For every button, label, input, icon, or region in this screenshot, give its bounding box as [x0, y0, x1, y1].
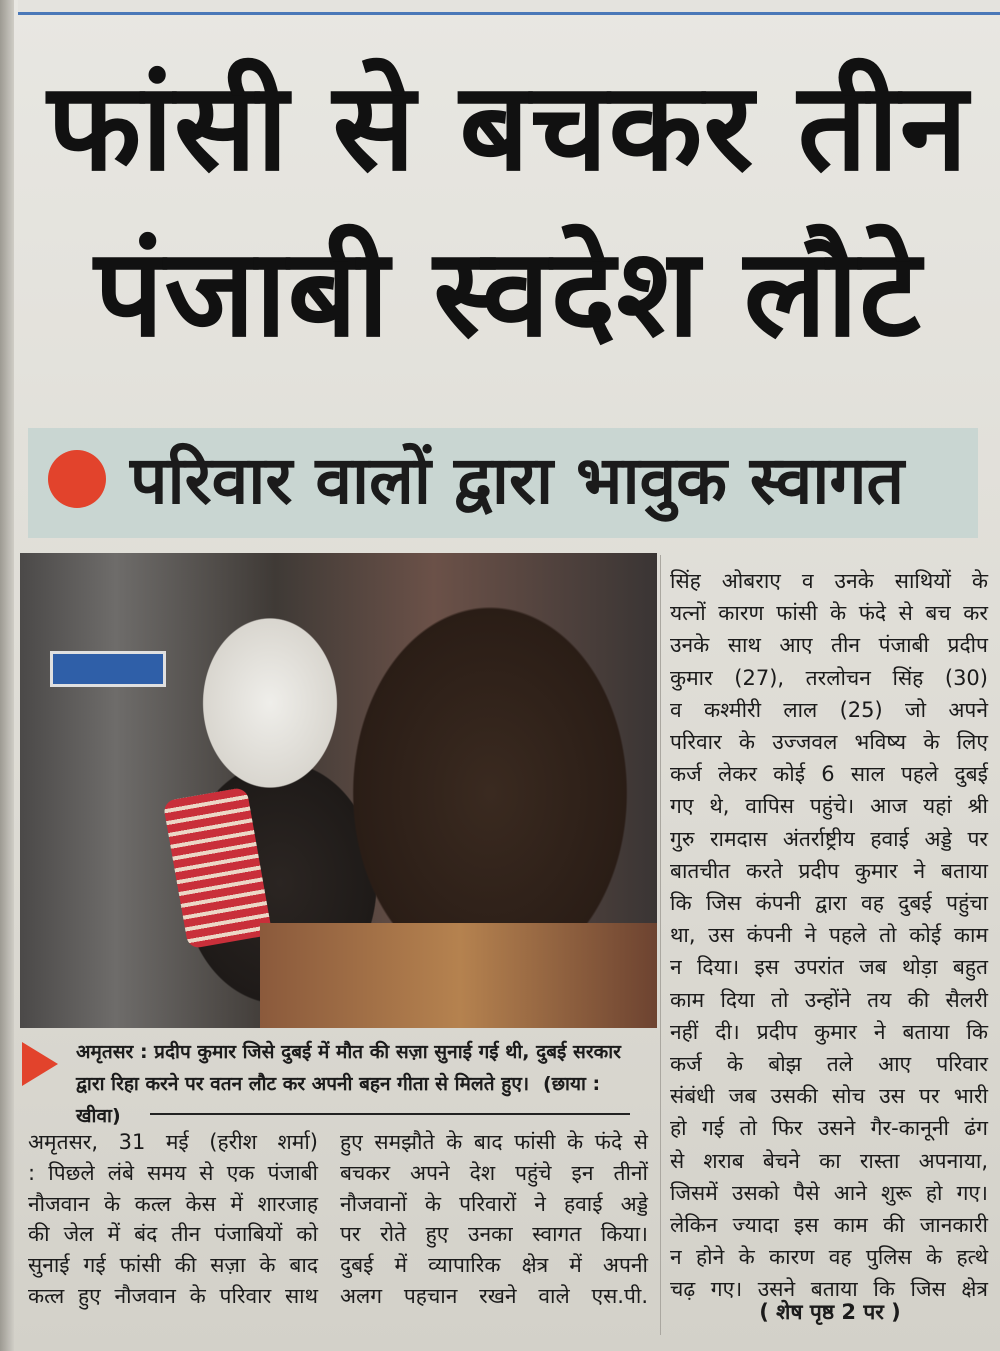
article-column-3	[670, 565, 988, 1306]
column-line: था, उस कंपनी ने पहले तो कोई काम	[670, 923, 988, 948]
column-line: परिवार के उज्जवल भविष्य के लिए	[670, 730, 988, 755]
column-line: गए थे, वापिस पहुंचे। आज यहां श्री	[670, 794, 988, 819]
column-line: : पिछले लंबे समय से एक पंजाबी	[28, 1160, 318, 1185]
column-line: उनके साथ आए तीन पंजाबी प्रदीप	[670, 633, 988, 658]
headline-line-2: पंजाबी स्वदेश लौटे	[94, 222, 922, 364]
page-edge	[0, 0, 14, 1351]
caption-rule	[150, 1113, 630, 1115]
photo-bangles	[163, 787, 273, 949]
photo-credit: (छाया : खीवा)	[76, 1073, 601, 1127]
column-line: जिसमें उसको पैसे आने शुरू हो गए।	[670, 1180, 988, 1205]
column-line: अमृतसर, 31 मई (हरीश शर्मा)	[28, 1130, 318, 1154]
continued-on-page-2: ( शेष पृष्ठ 2 पर )	[759, 1300, 901, 1324]
photo-sari	[260, 923, 657, 1028]
news-photo	[20, 553, 657, 1028]
column-line: हुए समझौते के बाद फांसी के फंदे से	[340, 1130, 648, 1154]
caption-arrow-icon	[22, 1042, 58, 1086]
column-line: बचकर अपने देश पहुंचे इन तीनों	[340, 1160, 648, 1185]
column-line: संबंधी जब उसकी सोच उस पर भारी	[670, 1084, 988, 1109]
column-line: लेकिन ज्यादा इस काम की जानकारी	[670, 1213, 988, 1238]
column-line: कर्ज लेकर कोई 6 साल पहले दुबई	[670, 762, 988, 787]
subheadline: परिवार वालों द्वारा भावुक स्वागत	[130, 442, 905, 519]
column-line: नौजवानों के परिवारों ने हवाई अड्डे	[340, 1191, 648, 1216]
column-line: से शराब बेचने का रास्ता अपनाया,	[670, 1148, 988, 1173]
column-line: नौजवान के कत्ल केस में शारजाह	[28, 1191, 318, 1216]
column-line: कुमार (27), तरलोचन सिंह (30)	[670, 665, 988, 690]
article-column-2	[340, 1127, 648, 1312]
column-line: पर रोते हुए उनका स्वागत किया।	[340, 1222, 648, 1247]
column-line: बातचीत करते प्रदीप कुमार ने बताया	[670, 858, 988, 883]
column-line: अलग पहचान रखने वाले एस.पी.	[340, 1283, 648, 1308]
photo-caption	[76, 1036, 646, 1132]
column-line: कत्ल हुए नौजवान के परिवार साथ	[28, 1283, 318, 1308]
column-line: की जेल में बंद तीन पंजाबियों को	[28, 1222, 318, 1247]
column-line: व कश्मीरी लाल (25) जो अपने	[670, 697, 988, 722]
column-line: सिंह ओबराए व उनके साथियों के	[670, 569, 988, 593]
column-line: न दिया। इस उपरांत जब थोड़ा बहुत	[670, 955, 988, 980]
column-line: चढ़ गए। उसने बताया कि जिस क्षेत्र	[670, 1277, 988, 1302]
column-line: गुरु रामदास अंतर्राष्ट्रीय हवाई अड्डे पर	[670, 826, 988, 851]
column-line: कर्ज के बोझ तले आए परिवार	[670, 1052, 988, 1077]
column-line: न होने के कारण वह पुलिस के हत्थे	[670, 1245, 988, 1270]
red-bullet-icon	[48, 450, 106, 508]
column-line: सुनाई गई फांसी की सज़ा के बाद	[28, 1253, 318, 1278]
article-column-1	[28, 1127, 318, 1312]
column-line: हो गई तो फिर उसने गैर-कानूनी ढंग	[670, 1116, 988, 1141]
column-line: कि जिस कंपनी द्वारा वह दुबई पहुंचा	[670, 891, 988, 916]
column-divider	[660, 555, 661, 1335]
photo-background-sign	[50, 651, 166, 687]
column-line: दुबई में व्यापारिक क्षेत्र में अपनी	[340, 1253, 648, 1278]
top-rule	[18, 0, 1000, 15]
headline-line-1: फांसी से बचकर तीन	[47, 56, 969, 198]
caption-text: अमृतसर : प्रदीप कुमार जिसे दुबई में मौत की सज़ा सुनाई गई थी, दुबई सरकार द्वारा रिहा करने पर वतन लौट कर अपनी बहन गीता से मिलते हुए।	[76, 1041, 621, 1095]
column-line: यत्नों कारण फांसी के फंदे से बच कर	[670, 601, 988, 626]
column-line: काम दिया तो उन्होंने तय की सैलरी	[670, 987, 988, 1012]
column-line: नहीं दी। प्रदीप कुमार ने बताया कि	[670, 1019, 988, 1044]
